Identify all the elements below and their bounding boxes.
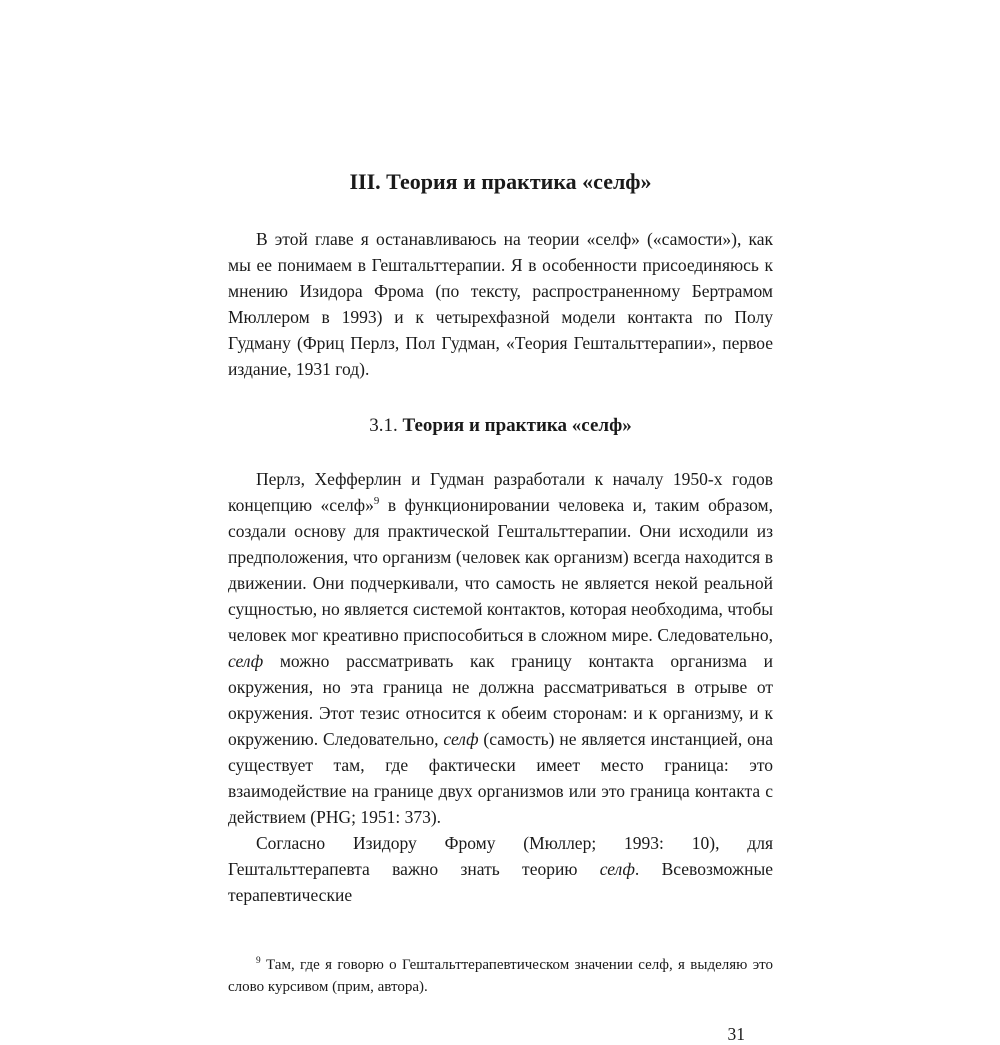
text-segment: селф <box>599 859 635 879</box>
section-heading <box>228 414 773 438</box>
text-segment: Перлз, Хефферлин и Гудман разработали к началу 1950-х годов концепцию «селф» <box>228 469 773 515</box>
body-paragraph-from <box>228 830 773 908</box>
text-segment: в функционировании человека и, таким образом, создали основу для практической Гештальттерапии. Они исходили из предположения, что организм (человек как организм) всегда находится в движении. Они подчеркивали, что самость не является некой реальной сущностью, но является системой контактов, которая необходима, чтобы человек мог креативно приспособиться в сложном мире. Следовательно, <box>228 495 773 645</box>
intro-paragraph <box>228 226 773 382</box>
body-paragraph-theory <box>228 466 773 830</box>
chapter-title: III. Теория и практика «селф» <box>349 169 652 194</box>
page-number: 31 <box>727 1024 745 1044</box>
page-content <box>228 226 773 908</box>
footnote-marker: 9 <box>373 495 380 508</box>
text-segment: Согласно Изидору Фрому (Мюллер; 1993: 10), для Гештальттерапевта важно знать теорию <box>228 833 773 879</box>
footnote <box>228 954 773 998</box>
text-segment: Там, где я говорю о Гештальттерапевтическом значении селф, я выделяю это слово курсивом (прим, автора). <box>228 957 773 995</box>
text-segment: можно рассматривать как границу контакта организма и окружения, но эта граница не должна рассматриваться в отрыве от окружения. Этот тезис относится к обеим сторонам: и к организму, и к окружению. Следовательно, <box>228 651 773 749</box>
text-segment: (самость) не является инстанцией, она существует там, где фактически имеет место граница: это взаимодействие на границе двух организмов или это граница контакта с действием (PHG; 1951: 373). <box>228 729 773 827</box>
text-segment: селф <box>443 729 479 749</box>
text-segment: В этой главе я останавливаюсь на теории «селф» («самости»), как мы ее понимаем в Гештальттерапии. Я в особенности присоединяюсь к мнению Изидора Фрома (по тексту, распространенному Бертрамом Мюллером в 1993) и к четырехфазной модели контакта по Полу Гудману (Фриц Перлз, Пол Гудман, «Теория Гештальттерапии», первое издание, 1931 год). <box>228 229 773 379</box>
text-segment: селф <box>228 651 264 671</box>
text-segment: 3.1. <box>369 415 403 436</box>
book-page <box>228 168 773 1045</box>
text-segment: Теория и практика «селф» <box>402 415 632 436</box>
footnote-marker: 9 <box>256 956 261 966</box>
text-segment: . Всевозможные терапевтические <box>228 859 773 905</box>
